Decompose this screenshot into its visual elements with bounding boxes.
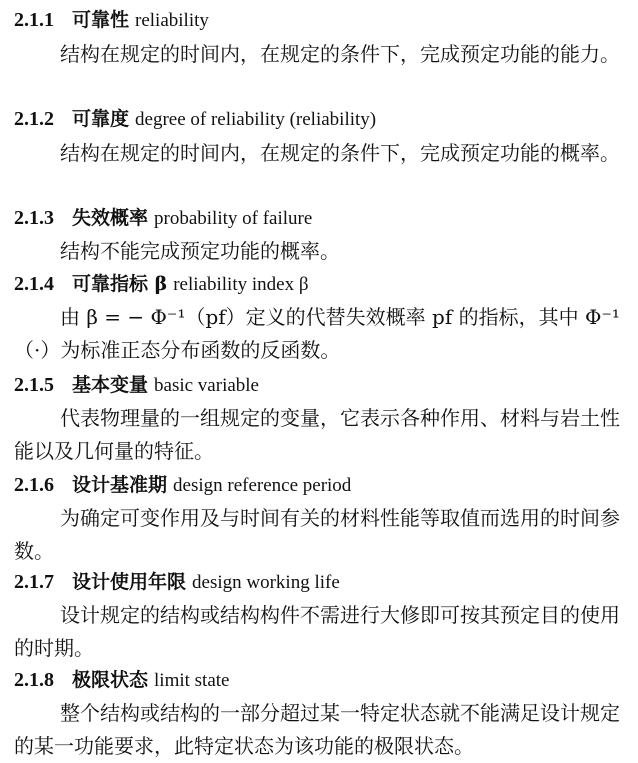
term-heading <box>14 664 229 696</box>
term-title-zh: 可靠指标 β <box>72 273 168 295</box>
term-definition: 为确定可变作用及与时间有关的材料性能等取值而选用的时间参数。 <box>14 506 620 563</box>
term-title-en: degree of reliability (reliability) <box>135 109 377 130</box>
term-title-en: reliability <box>135 10 209 31</box>
term-definition: 设计规定的结构或结构构件不需进行大修即可按其预定目的使用的时期。 <box>14 603 620 660</box>
term-number: 2.1.4 <box>14 273 54 295</box>
term-definition: 结构在规定的时间内，在规定的条件下，完成预定功能的概率。 <box>60 141 620 165</box>
term-number: 2.1.3 <box>14 207 54 229</box>
term-title-en: probability of failure <box>154 208 313 229</box>
term-number: 2.1.1 <box>14 9 54 31</box>
term-definition: 整个结构或结构的一部分超过某一特定状态就不能满足设计规定的某一功能要求，此特定状态为该功能的极限状态。 <box>14 701 620 758</box>
term-heading <box>14 103 376 135</box>
term-title-zh: 极限状态 <box>72 669 149 691</box>
term-title-en: limit state <box>154 670 230 691</box>
term-heading <box>14 566 340 598</box>
term-heading <box>14 202 312 234</box>
term-definition: 由 β = − Φ⁻¹（pf）定义的代替失效概率 pf 的指标，其中 Φ⁻¹（·）为标准正态分布函数的反函数。 <box>14 305 620 362</box>
term-number: 2.1.6 <box>14 474 54 496</box>
term-heading <box>14 268 308 300</box>
term-heading <box>14 469 351 501</box>
term-title-zh: 可靠度 <box>72 108 130 130</box>
term-title-zh: 基本变量 <box>72 374 149 396</box>
term-title-en: basic variable <box>154 375 259 396</box>
term-number: 2.1.7 <box>14 571 54 593</box>
term-title-en: design reference period <box>173 475 352 496</box>
term-title-zh: 设计基准期 <box>72 474 168 496</box>
term-number: 2.1.2 <box>14 108 54 130</box>
term-number: 2.1.8 <box>14 669 54 691</box>
term-definition: 结构不能完成预定功能的概率。 <box>60 239 340 263</box>
term-definition: 结构在规定的时间内，在规定的条件下，完成预定功能的能力。 <box>60 42 620 66</box>
term-title-zh: 可靠性 <box>72 9 130 31</box>
term-title-zh: 失效概率 <box>72 207 149 229</box>
term-title-en: reliability index β <box>173 274 309 295</box>
term-title-zh: 设计使用年限 <box>72 571 187 593</box>
term-title-en: design working life <box>192 572 340 593</box>
term-heading <box>14 369 259 401</box>
term-definition: 代表物理量的一组规定的变量，它表示各种作用、材料与岩土性能以及几何量的特征。 <box>14 406 620 463</box>
term-heading <box>14 4 209 36</box>
term-number: 2.1.5 <box>14 374 54 396</box>
